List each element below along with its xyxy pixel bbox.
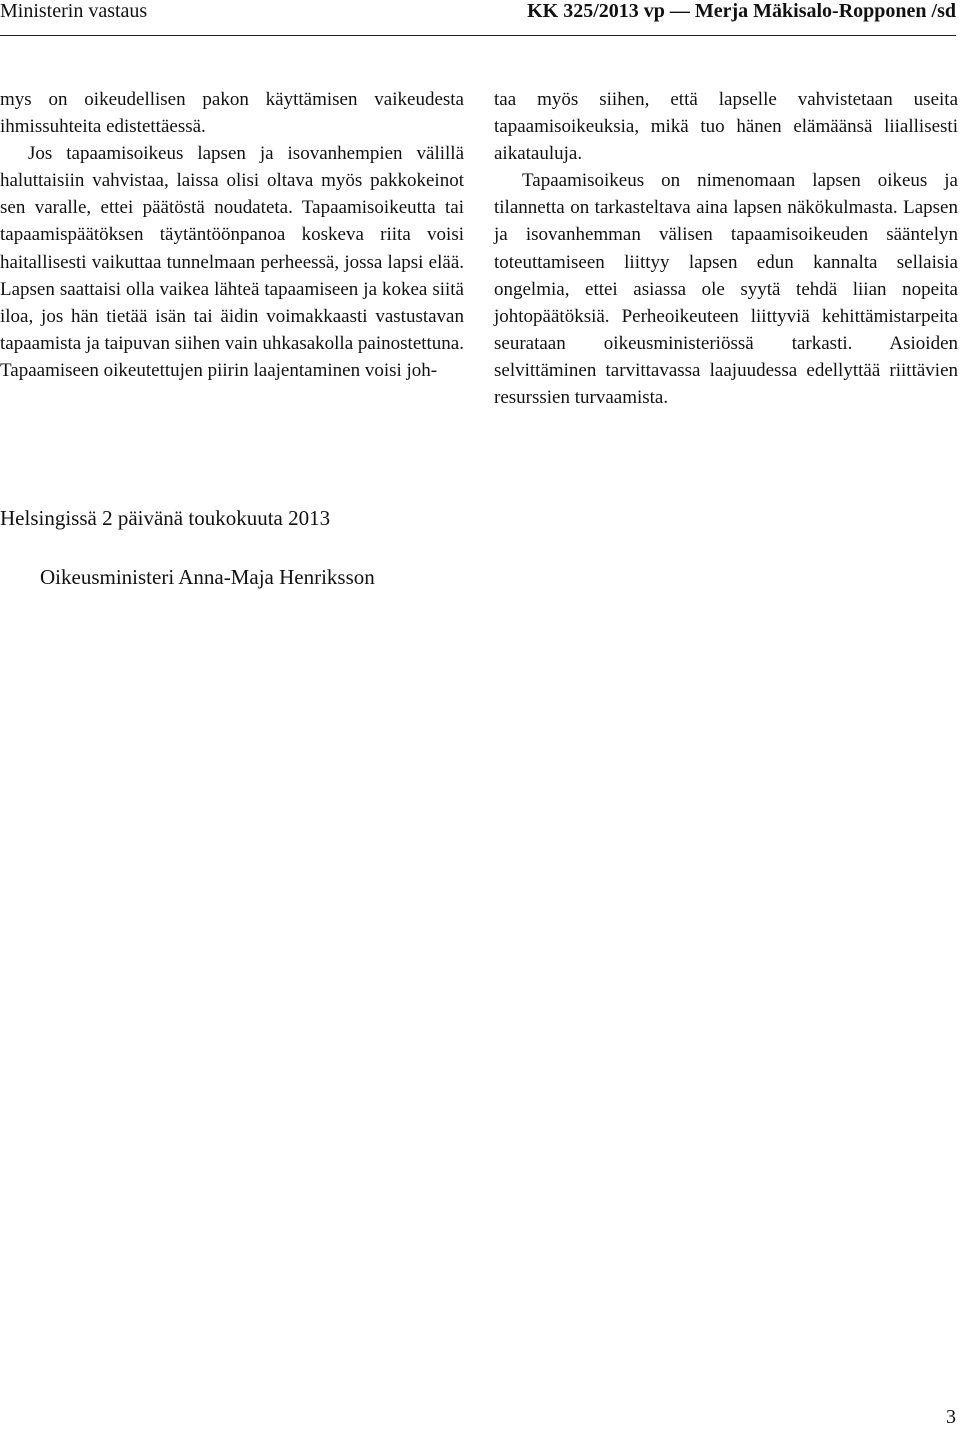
running-header <box>0 0 956 36</box>
paragraph-continuation: mys on oikeudellisen pakon käyttämisen vaikeudesta ihmissuhteita edistettäessä. <box>0 89 464 138</box>
paragraph-continuation: taa myös siihen, että lapselle vahvistetaan useita tapaamisoikeuksia, mikä tuo hänen elämäänsä liiallisesti aikatauluja. <box>494 89 958 165</box>
signatory-line: Oikeusministeri Anna-Maja Henriksson <box>40 565 375 589</box>
header-document-reference: KK 325/2013 vp — Merja Mäkisalo-Ropponen /sd <box>527 0 956 22</box>
closing-date-line: Helsingissä 2 päivänä toukokuuta 2013 <box>0 506 331 530</box>
paragraph: Tapaamisoikeus on nimenomaan lapsen oikeus ja tilannetta on tarkasteltava aina lapsen näkökulmasta. Lapsen ja isovanhemman välisen tapaamisoikeuden sääntelyn toteuttamiseen liittyy lapsen edun kannalta sellaisia ongelmia, ettei asiassa ole syytä tehdä liian nopeita johtopäätöksiä. Perheoikeuteen liittyviä kehittämistarpeita seurataan oikeusministeriössä tarkasti. Asioiden selvittäminen tarvittavassa laajuudessa edellyttää riittävien resurssien turvaamista. <box>494 170 958 409</box>
text-column-right <box>494 86 958 411</box>
page-number: 3 <box>946 1406 956 1428</box>
header-section-title: Ministerin vastaus <box>0 0 148 22</box>
text-column-left <box>0 86 464 384</box>
paragraph: Jos tapaamisoikeus lapsen ja isovanhempien välillä haluttaisiin vahvistaa, laissa olisi oltava myös pakkokeinot sen varalle, ettei päätöstä noudateta. Tapaamisoikeutta tai tapaamispäätöksen täytäntöönpanoa koskeva riita voisi haitallisesti vaikuttaa tunnelmaan perheessä, jossa lapsi elää. Lapsen saattaisi olla vaikea lähteä tapaamiseen ja kokea siitä iloa, jos hän tietää isän tai äidin voimakkaasti vastustavan tapaamista ja taipuvan siihen vain uhkasakolla painostettuna. Tapaamiseen oikeutettujen piirin laajentaminen voisi joh- <box>0 143 464 381</box>
